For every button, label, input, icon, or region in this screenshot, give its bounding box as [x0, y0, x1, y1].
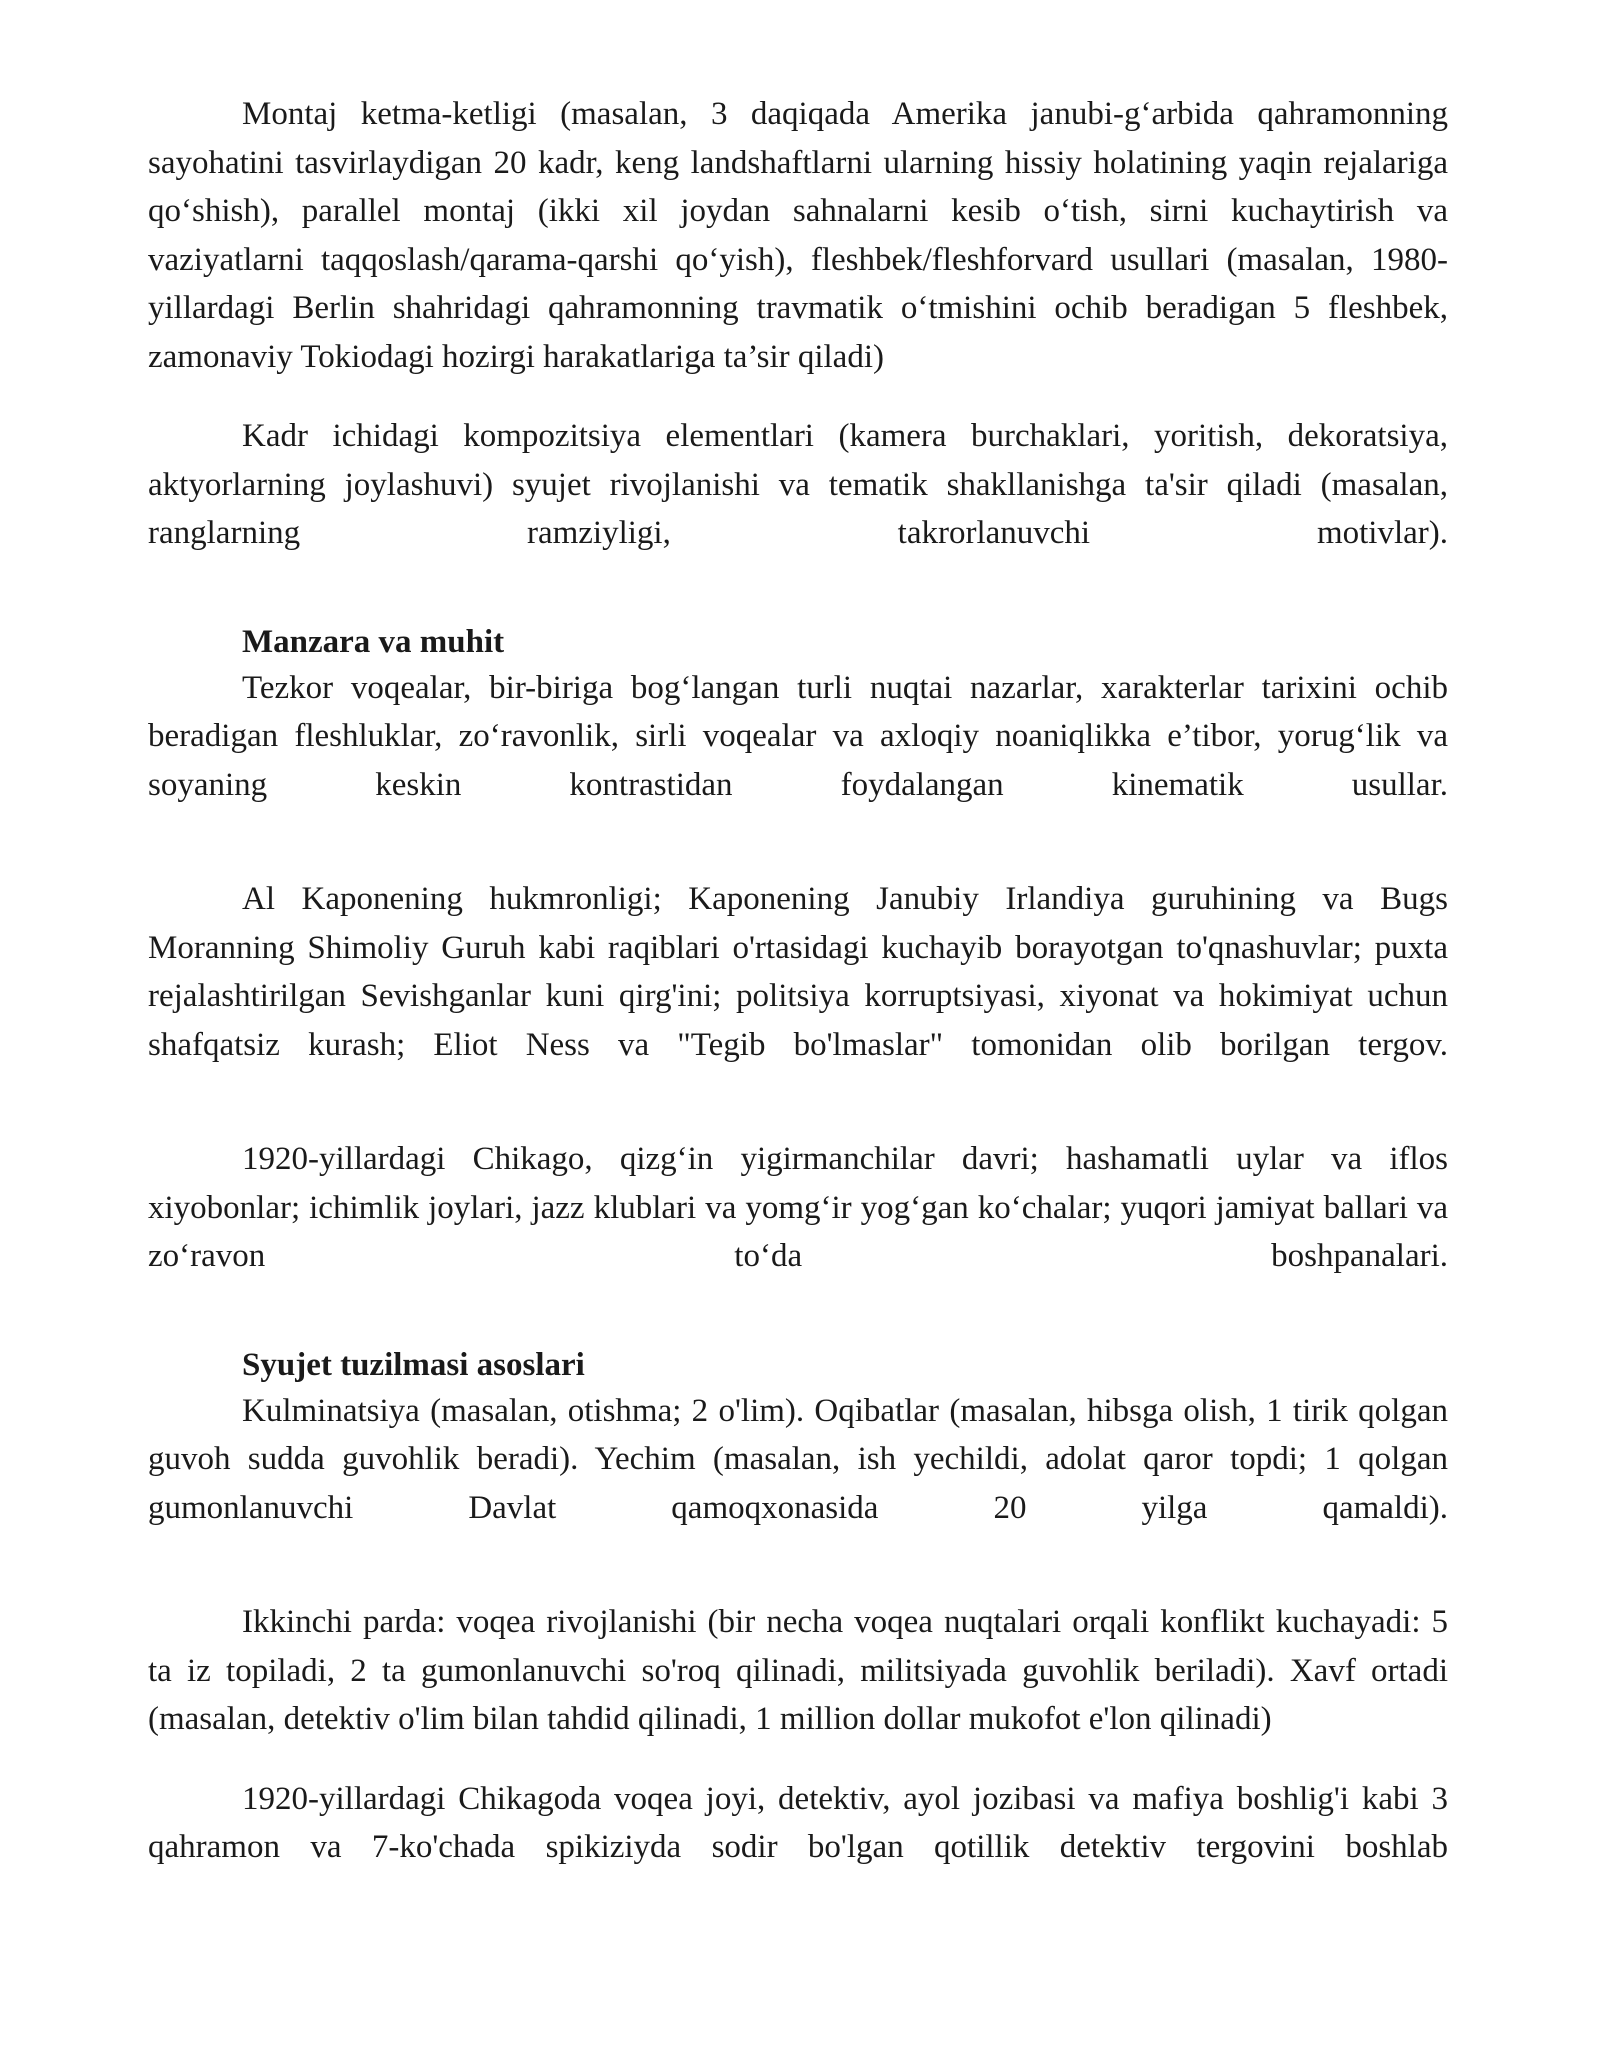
heading-setting: Manzara va muhit [242, 623, 505, 660]
heading-plot-structure: Syujet tuzilmasi asoslari [242, 1346, 585, 1383]
paragraph-capone: Al Kaponening hukmronligi; Kaponening Janubiy Irlandiya guruhining va Bugs Moranning Shimoliy Guruh kabi raqiblari o'rtasidagi kuchayib borayotgan to'qnashuvlar; puxta rejalashtirilgan Sevishganlar kuni qirg'ini; politsiya korruptsiyasi, xiyonat va hokimiyat uchun shafqatsiz kurash; Eliot Ness va "Tegib bo'lmaslar" tomonidan olib borilgan tergov. [148, 881, 1448, 1063]
paragraph-composition: Kadr ichidagi kompozitsiya elementlari (kamera burchaklari, yoritish, dekoratsiya, aktyorlarning joylashuvi) syujet rivojlanishi va tematik shakllanishga ta'sir qiladi (masalan, ranglarning ramziyligi, takrorlanuvchi motivlar). [148, 418, 1448, 551]
paragraph-first-act: 1920-yillardagi Chikagoda voqea joyi, detektiv, ayol jozibasi va mafiya boshlig'i kabi 3 qahramon va 7-ko'chada spikiziyda sodir bo'lgan qotillik detektiv tergovini boshlab [148, 1780, 1448, 1865]
document-page [148, 90, 1448, 1872]
paragraph-montage: Montaj ketma-ketligi (masalan, 3 daqiqada Amerika janubi-g‘arbida qahramonning sayohatini tasvirlaydigan 20 kadr, keng landshaftlarni ularning hissiy holatining yaqin rejalariga qo‘shish), parallel montaj (ikki xil joydan sahnalarni kesib o‘tish, sirni kuchaytirish va vaziyatlarni taqqoslash/qarama-qarshi qo‘yish), fleshbek/fleshforvard usullari (masalan, 1980-yillardagi Berlin shahridagi qahramonning travmatik o‘tmishini ochib beradigan 5 fleshbek, zamonaviy Tokiodagi hozirgi harakatlariga ta’sir qiladi) [148, 96, 1448, 375]
paragraph-climax: Kulminatsiya (masalan, otishma; 2 o'lim). Oqibatlar (masalan, hibsga olish, 1 tirik qolgan guvoh sudda guvohlik beradi). Yechim (masalan, ish yechildi, adolat qaror topdi; 1 qolgan gumonlanuvchi Davlat qamoqxonasida 20 yilga qamaldi). [148, 1392, 1448, 1526]
paragraph-second-act: Ikkinchi parda: voqea rivojlanishi (bir necha voqea nuqtalari orqali konflikt kuchayadi: 5 ta iz topiladi, 2 ta gumonlanuvchi so'roq qilinadi, militsiyada guvohlik beriladi). Xavf ortadi (masalan, detektiv o'lim bilan tahdid qilinadi, 1 million dollar mukofot e'lon qilinadi) [148, 1604, 1448, 1737]
paragraph-chicago: 1920-yillardagi Chikago, qizg‘in yigirmanchilar davri; hashamatli uylar va iflos xiyobonlar; ichimlik joylari, jazz klublari va yomg‘ir yog‘gan ko‘chalar; yuqori jamiyat ballari va zo‘ravon to‘da boshpanalari. [148, 1141, 1448, 1274]
paragraph-techniques: Tezkor voqealar, bir-biriga bog‘langan turli nuqtai nazarlar, xarakterlar tarixini ochib beradigan fleshluklar, zo‘ravonlik, sirli voqealar va axloqiy noaniqlikka e’tibor, yorug‘lik va soyaning keskin kontrastidan foydalangan kinematik usullar. [148, 669, 1448, 803]
